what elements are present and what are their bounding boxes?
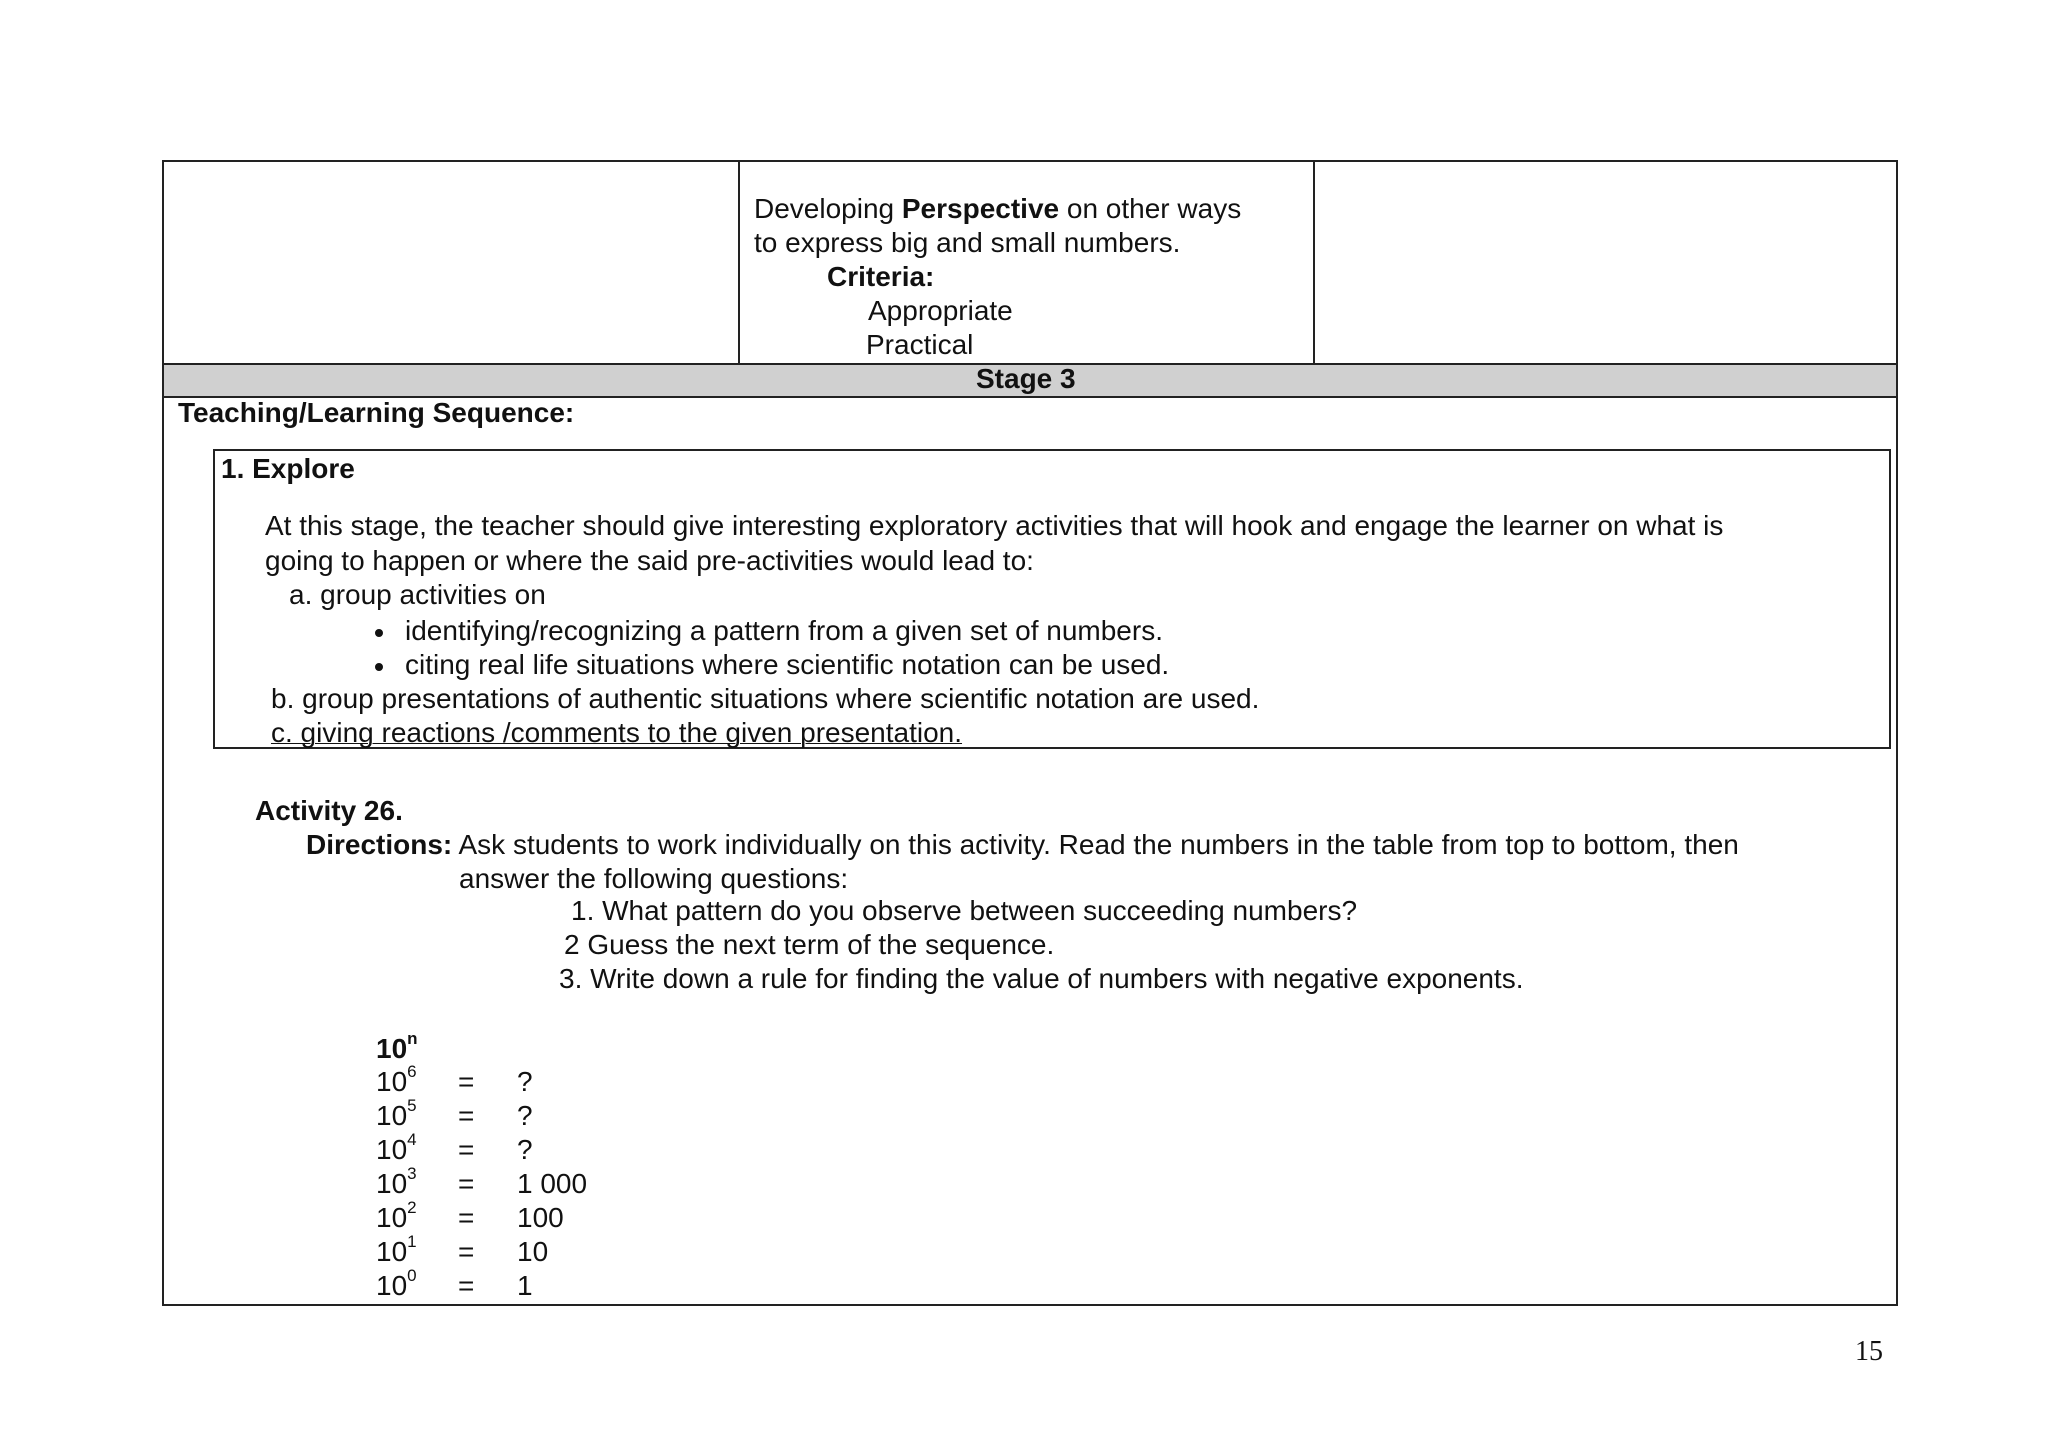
question-3: 3. Write down a rule for finding the value of numbers with negative exponents. — [559, 963, 1524, 994]
bullet-text-2: citing real life situations where scientific notation can be used. — [405, 649, 1170, 680]
explore-intro-line-1: At this stage, the teacher should give interesting exploratory activities that will hook and engage the learner on what is — [265, 510, 1724, 541]
explore-intro-line-2: going to happen or where the said pre-activities would lead to: — [265, 545, 1034, 576]
directions-line-2: answer the following questions: — [459, 863, 849, 894]
explore-title: 1. Explore — [221, 453, 355, 484]
row-eq: = — [458, 1270, 475, 1301]
question-2: 2 Guess the next term of the sequence. — [564, 929, 1055, 960]
row-value: 100 — [517, 1202, 564, 1233]
bullet-text-1: identifying/recognizing a pattern from a given set of numbers. — [405, 615, 1163, 646]
column-divider-1 — [738, 160, 740, 365]
row-eq: = — [458, 1236, 475, 1267]
row-exp: 4 — [407, 1130, 417, 1149]
row-base: 10 — [376, 1066, 408, 1097]
row-value: ? — [517, 1066, 533, 1097]
powers-header — [376, 1029, 418, 1065]
row-value: ? — [517, 1100, 533, 1131]
row-exp: 0 — [407, 1266, 417, 1285]
row-exp: 3 — [407, 1164, 417, 1183]
criteria-label: Criteria: — [827, 261, 935, 292]
row-value: 10 — [517, 1236, 549, 1267]
row-value: ? — [517, 1134, 533, 1165]
powers-row — [376, 1266, 417, 1302]
stage-title: Stage 3 — [976, 363, 1076, 394]
criteria-practical: Practical — [866, 329, 974, 360]
perspective-pre: Developing — [754, 193, 902, 224]
powers-row — [376, 1198, 417, 1234]
row-exp: 2 — [407, 1198, 417, 1217]
row-value: 1 000 — [517, 1168, 588, 1199]
row-exp: 1 — [407, 1232, 417, 1251]
directions-label: Directions: — [306, 829, 453, 860]
row-base: 10 — [376, 1202, 408, 1233]
perspective-line-2: to express big and small numbers. — [754, 227, 1181, 258]
row-exp: 6 — [407, 1062, 417, 1081]
row-eq: = — [458, 1134, 475, 1165]
bullet-icon — [375, 629, 383, 637]
criteria-appropriate: Appropriate — [868, 295, 1013, 326]
row-value: 1 — [517, 1270, 533, 1301]
explore-bullet-2 — [375, 649, 1169, 681]
row-eq: = — [458, 1202, 475, 1233]
powers-row — [376, 1130, 417, 1166]
powers-row — [376, 1164, 417, 1200]
row-eq: = — [458, 1168, 475, 1199]
row-base: 10 — [376, 1270, 408, 1301]
powers-row — [376, 1096, 417, 1132]
page-number: 15 — [1855, 1336, 1883, 1367]
question-1: 1. What pattern do you observe between succeeding numbers? — [571, 895, 1358, 926]
row-exp: 5 — [407, 1096, 417, 1115]
explore-item-b: b. group presentations of authentic situations where scientific notation are used. — [271, 683, 1260, 714]
row-eq: = — [458, 1066, 475, 1097]
powers-header-exp: n — [407, 1029, 418, 1048]
activity-title: Activity 26. — [255, 795, 403, 826]
powers-row — [376, 1062, 417, 1098]
perspective-bold: Perspective — [901, 193, 1060, 224]
bullet-icon — [375, 663, 383, 671]
row-base: 10 — [376, 1236, 408, 1267]
directions-text: Ask students to work individually on this activity. Read the numbers in the table from top to bottom, then — [452, 829, 1739, 860]
powers-row — [376, 1232, 417, 1268]
explore-bullet-1 — [375, 615, 1163, 647]
row-base: 10 — [376, 1134, 408, 1165]
directions-line-1 — [306, 829, 1739, 861]
column-divider-2 — [1313, 160, 1315, 365]
row-base: 10 — [376, 1168, 408, 1199]
powers-header-base: 10 — [376, 1033, 408, 1064]
explore-item-c: c. giving reactions /comments to the given presentation. — [271, 717, 963, 748]
sequence-heading: Teaching/Learning Sequence: — [178, 397, 575, 428]
row-eq: = — [458, 1100, 475, 1131]
perspective-line-1 — [754, 193, 1241, 225]
row-base: 10 — [376, 1100, 408, 1131]
perspective-post: on other ways — [1059, 193, 1242, 224]
explore-item-a: a. group activities on — [289, 579, 546, 610]
